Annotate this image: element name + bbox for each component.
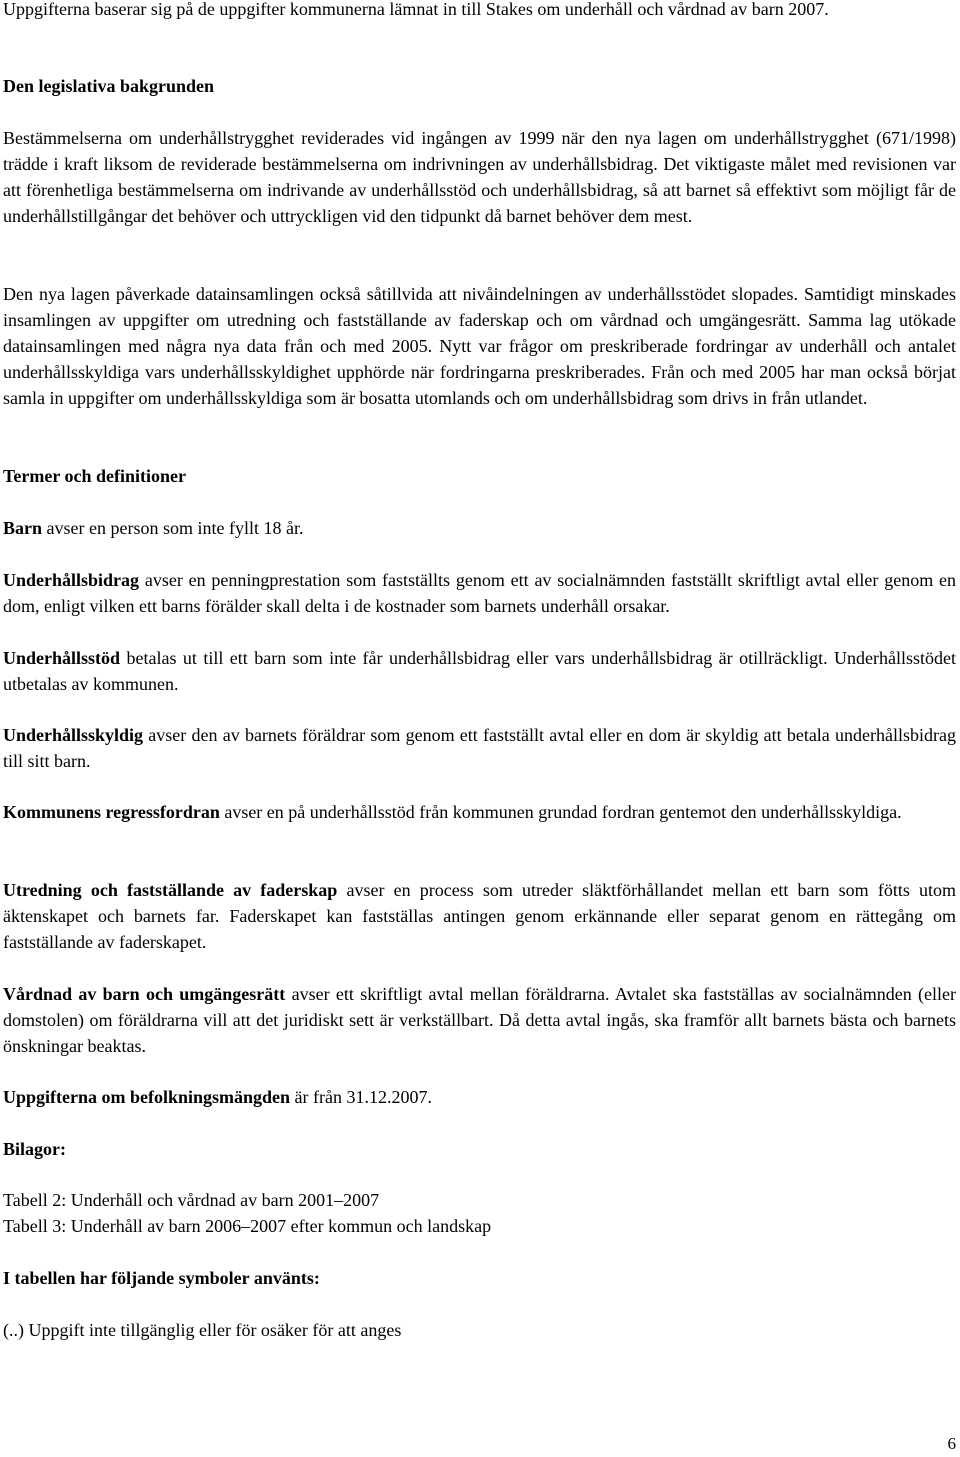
definition-term: Underhållsbidrag <box>3 570 140 590</box>
definition-underhallsskyldig <box>3 722 956 774</box>
definition-term: Underhållsstöd <box>3 648 121 668</box>
definition-term: Barn <box>3 518 43 538</box>
population-note <box>3 1084 956 1110</box>
definition-barn <box>3 515 956 541</box>
symbols-heading: I tabellen har följande symboler använts: <box>3 1268 320 1288</box>
definition-text: avser en på underhållsstöd från kommunen grundad fordran gentemot den underhållsskyldiga. <box>219 802 902 822</box>
legislative-heading: Den legislativa bakgrunden <box>3 76 215 96</box>
definition-text: avser den av barnets föräldrar som genom ett fastställt avtal eller en dom är skyldig att betala underhållsbidrag till sitt barn. <box>3 725 956 771</box>
appendix-item: Tabell 2: Underhåll och vårdnad av barn 2001–2007 <box>3 1190 380 1210</box>
appendix-heading: Bilagor: <box>3 1139 66 1159</box>
definition-text: avser en person som inte fyllt 18 år. <box>42 518 304 538</box>
definition-text: avser en penningprestation som fastställts genom ett av socialnämnden fastställt skriftligt avtal eller genom en dom, enligt vilken ett barns förälder skall delta i de kostnader som barnets underhåll orsakar. <box>3 570 956 616</box>
definition-text: avser en process som utreder släktförhållandet mellan ett barn som fötts utom äktenskapet och barnets far. Faderskapet kan fastställas antingen genom erkännande eller separat genom en rättegång om fastställande av faderskapet. <box>3 880 956 952</box>
appendix-item: Tabell 3: Underhåll av barn 2006–2007 efter kommun och landskap <box>3 1216 492 1236</box>
symbol-item: (..) Uppgift inte tillgänglig eller för osäker för att anges <box>3 1320 402 1340</box>
intro-paragraph: Uppgifterna baserar sig på de uppgifter kommunerna lämnat in till Stakes om underhåll och vårdnad av barn 2007. <box>3 0 829 19</box>
definition-term: Uppgifterna om befolkningsmängden <box>3 1087 291 1107</box>
definition-term: Kommunens regressfordran <box>3 802 220 822</box>
definition-underhallsbidrag <box>3 567 956 619</box>
document-page <box>3 0 956 1451</box>
definition-faderskap <box>3 877 956 955</box>
definition-text: betalas ut till ett barn som inte får underhållsbidrag eller vars underhållsbidrag är otillräckligt. Underhållsstödet utbetalas av kommunen. <box>3 648 956 694</box>
definition-term: Vårdnad av barn och umgängesrätt <box>3 984 286 1004</box>
definition-regressfordran <box>3 799 956 825</box>
definition-term: Utredning och fastställande av faderskap <box>3 880 338 900</box>
legislative-paragraph-1: Bestämmelserna om underhållstrygghet reviderades vid ingången av 1999 när den nya lagen om underhållstrygghet (671/1998) trädde i kraft liksom de reviderade bestämmelserna om indrivningen av underhållsbidrag. Det viktigaste målet med revisionen var att förenhetliga bestämmelserna om indrivande av underhållsstöd och underhållsbidrag, så att barnet så effektivt som möjligt får de underhållstillgångar det behöver och uttryckligen vid den tidpunkt då barnet behöver dem mest. <box>3 128 956 226</box>
definition-text: är från 31.12.2007. <box>290 1087 433 1107</box>
legislative-paragraph-2: Den nya lagen påverkade datainsamlingen också såtillvida att nivåindelningen av underhållsstödet slopades. Samtidigt minskades insamlingen av uppgifter om utredning och fastställande av faderskap och om vårdnad och umgängesrätt. Samma lag utökade datainsamlingen med några nya data från och med 2005. Nytt var frågor om preskriberade fordringar av underhåll och antalet underhållsskyldiga vars underhållsskyldighet upphörde när fordringarna preskriberades. Från och med 2005 har man också börjat samla in uppgifter om underhållsskyldiga som är bosatta utomlands och om underhållsbidrag som drivs in från utlandet. <box>3 284 956 408</box>
terms-heading: Termer och definitioner <box>3 466 186 486</box>
definition-text: avser ett skriftligt avtal mellan föräldrarna. Avtalet ska fastställas av socialnämnden (eller domstolen) om föräldrarna vill att det juridiskt sett är verkställbart. Då detta avtal ingås, ska framför allt barnets bästa och barnets önskningar beaktas. <box>3 984 956 1056</box>
definition-term: Underhållsskyldig <box>3 725 144 745</box>
page-number: 6 <box>947 1434 956 1453</box>
definition-underhallsstod <box>3 645 956 697</box>
definition-vardnad <box>3 981 956 1059</box>
